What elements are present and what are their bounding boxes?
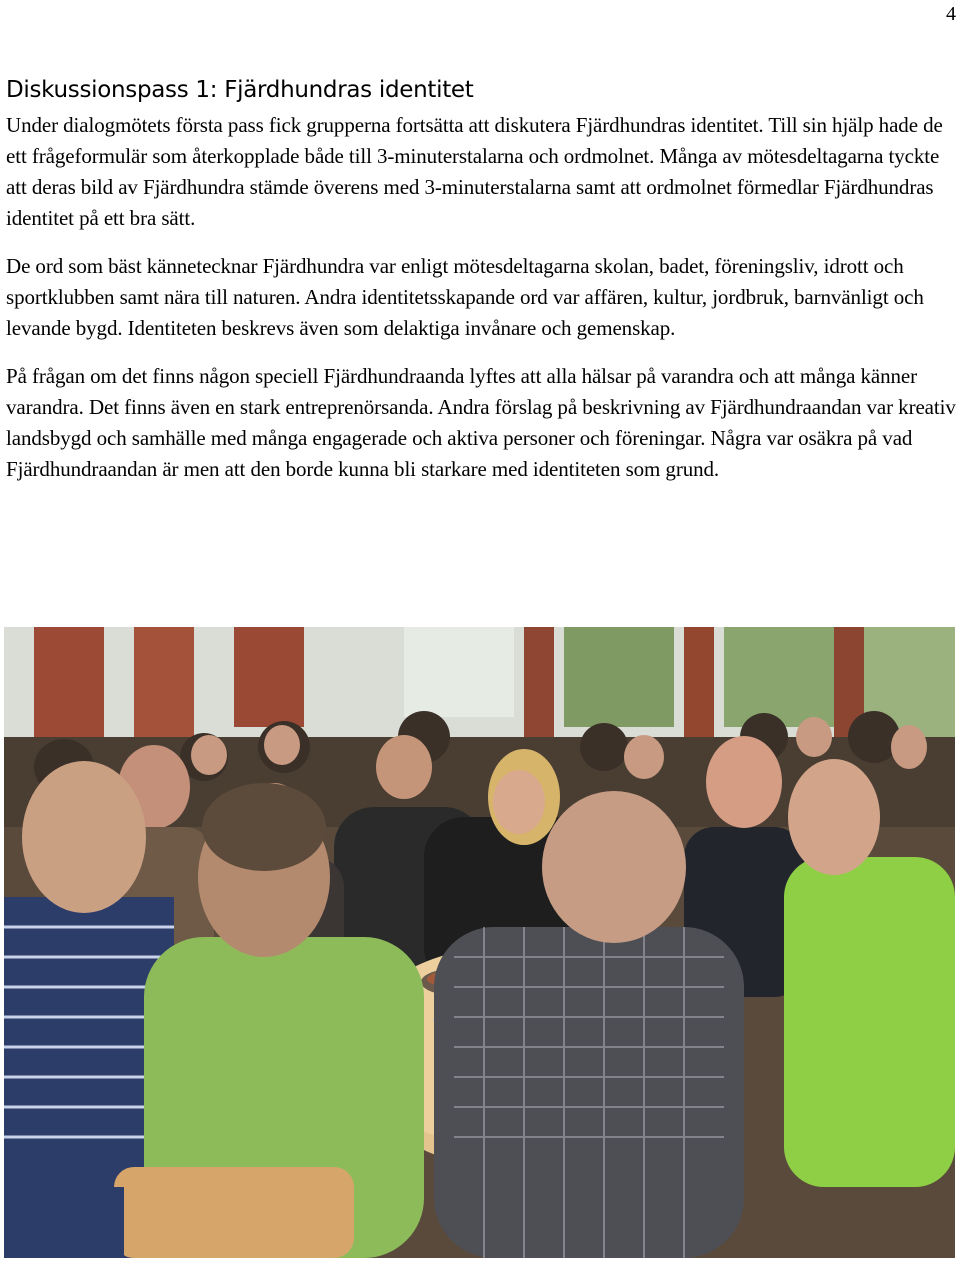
meeting-photo-illustration: [4, 627, 955, 1258]
paragraph-2: De ord som bäst kännetecknar Fjärdhundra var enligt mötesdeltagarna skolan, badet, föreningsliv, idrott och sportklubben samt nära till naturen. Andra identitetsskapande ord var affären, kultur, jordbruk, barnvänligt och levande bygd. Identiteten beskrevs även som delaktiga invånare och gemenskap.: [6, 254, 924, 340]
page-number: 4: [946, 3, 956, 25]
body-text: [6, 110, 956, 502]
paragraph-3: På frågan om det finns någon speciell Fjärdhundraanda lyftes att alla hälsar på varandra och att många känner varandra. Det finns även en stark entreprenörsanda. Andra förslag på beskrivning av Fjärdhundraandan var kreativ landsbygd och samhälle med många engagerade och aktiva personer och föreningar. Några var osäkra på vad Fjärdhundraandan är men att den borde kunna bli starkare med identiteten som grund.: [6, 364, 956, 481]
paragraph-1: Under dialogmötets första pass fick grupperna fortsätta att diskutera Fjärdhundras identitet. Till sin hjälp hade de ett frågeformulär som återkopplade både till 3-minuterstalarna och ordmolnet. Många av mötesdeltagarna tyckte att deras bild av Fjärdhundra stämde överens med 3-minuterstalarna samt att ordmolnet förmedlar Fjärdhundras identitet på ett bra sätt.: [6, 113, 943, 230]
section-heading: Diskussionspass 1: Fjärdhundras identitet: [6, 77, 474, 103]
meeting-photo: [4, 627, 955, 1258]
